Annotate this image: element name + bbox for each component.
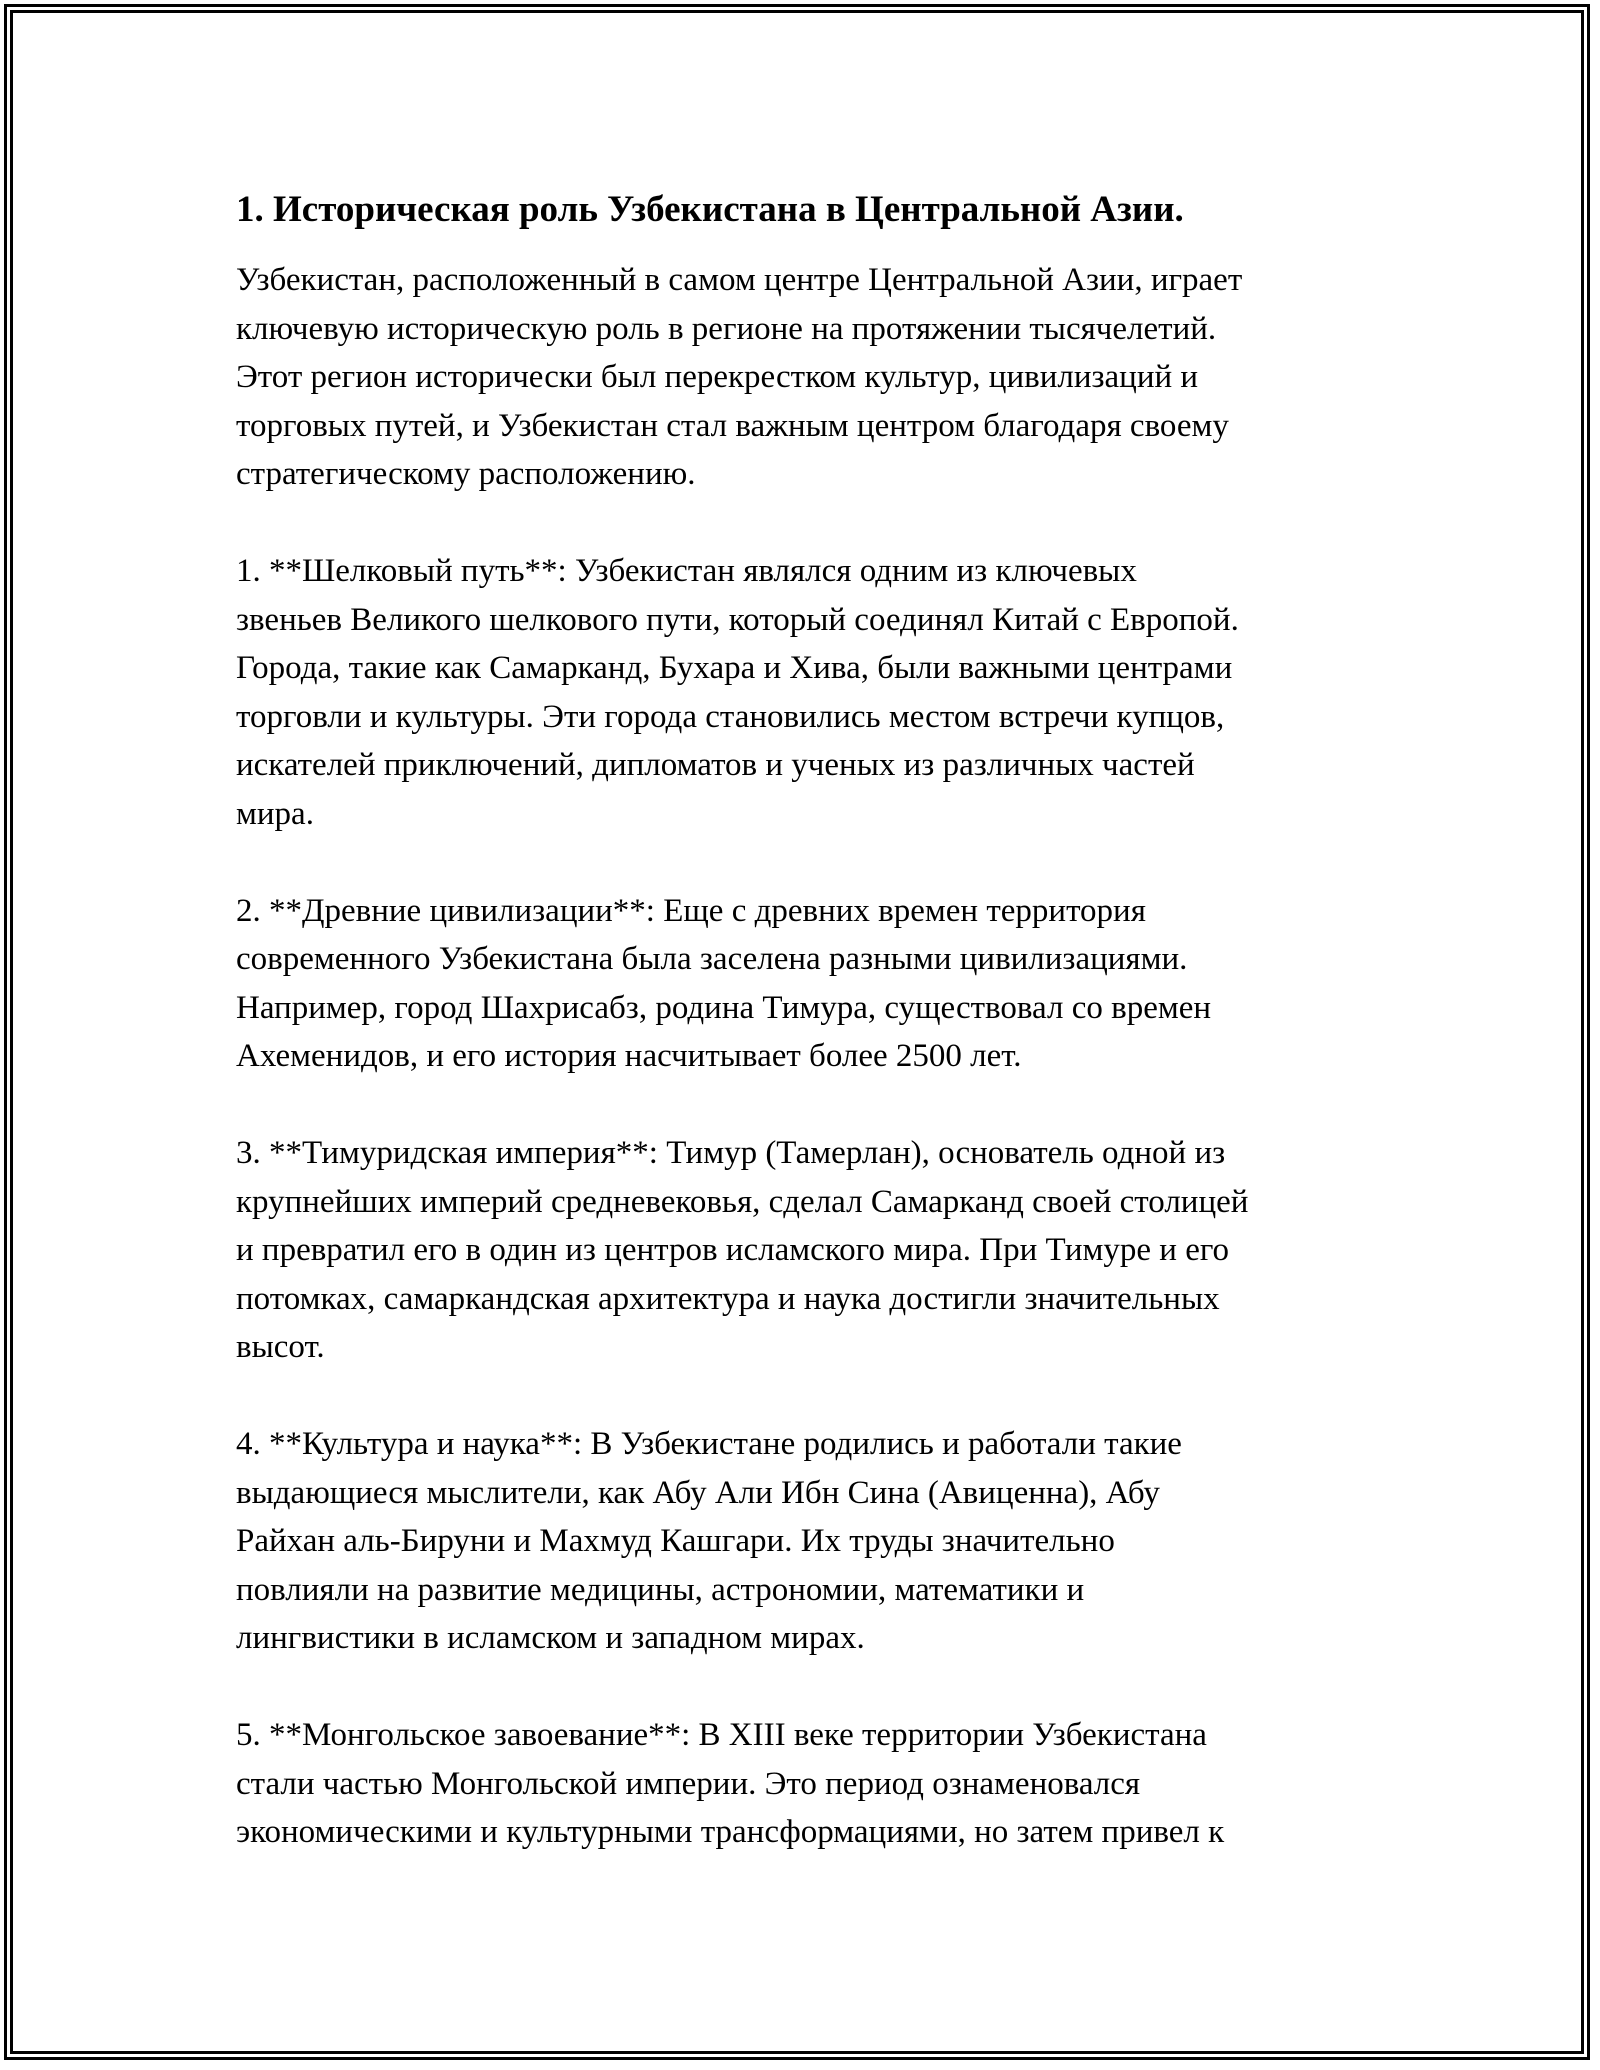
document-title: 1. Историческая роль Узбекистана в Центральной Азии. bbox=[236, 189, 1184, 230]
intro-paragraph: Узбекистан, расположенный в самом центре Центральной Азии, играет ключевую историческую роль в регионе на протяжении тысячелетий. Этот регион исторически был перекрестком культур, цивилизаций и торговых путей, и Узбекистан стал важным центром благодаря своему стратегическому расположению. bbox=[236, 262, 1243, 492]
silk-road-paragraph: 1. **Шелковый путь**: Узбекистан являлся одним из ключевых звеньев Великого шелкового пути, который соединял Китай с Европой. Города, такие как Самарканд, Бухара и Хива, были важными центрами торговли и культуры. Эти города становились местом встречи купцов, искателей приключений, дипломатов и ученых из различных частей мира. bbox=[236, 553, 1239, 832]
mongol-conquest-paragraph: 5. **Монгольское завоевание**: В XIII веке территории Узбекистана стали частью Монгольской империи. Это период ознаменовался экономическими и культурными трансформациями, но затем привел к bbox=[236, 1717, 1225, 1850]
timurid-empire-paragraph: 3. **Тимуридская империя**: Тимур (Тамерлан), основатель одной из крупнейших империй средневековья, сделал Самарканд своей столицей и превратил его в один из центров исламского мира. При Тимуре и его потомках, самаркандская архитектура и наука достигли значительных высот. bbox=[236, 1135, 1249, 1365]
ancient-civilizations-paragraph: 2. **Древние цивилизации**: Еще с древних времен территория современного Узбекистана была заселена разными цивилизациями. Например, город Шахрисабз, родина Тимура, существовал со времен Ахеменидов, и его история насчитывает более 2500 лет. bbox=[236, 892, 1212, 1074]
document-body bbox=[236, 186, 1386, 1857]
culture-science-paragraph: 4. **Культура и наука**: В Узбекистане родились и работали такие выдающиеся мыслители, как Абу Али Ибн Сина (Авиценна), Абу Райхан аль-Бируни и Махмуд Кашгари. Их труды значительно повлияли на развитие медицины, астрономии, математики и лингвистики в исламском и западном мирах. bbox=[236, 1426, 1182, 1656]
